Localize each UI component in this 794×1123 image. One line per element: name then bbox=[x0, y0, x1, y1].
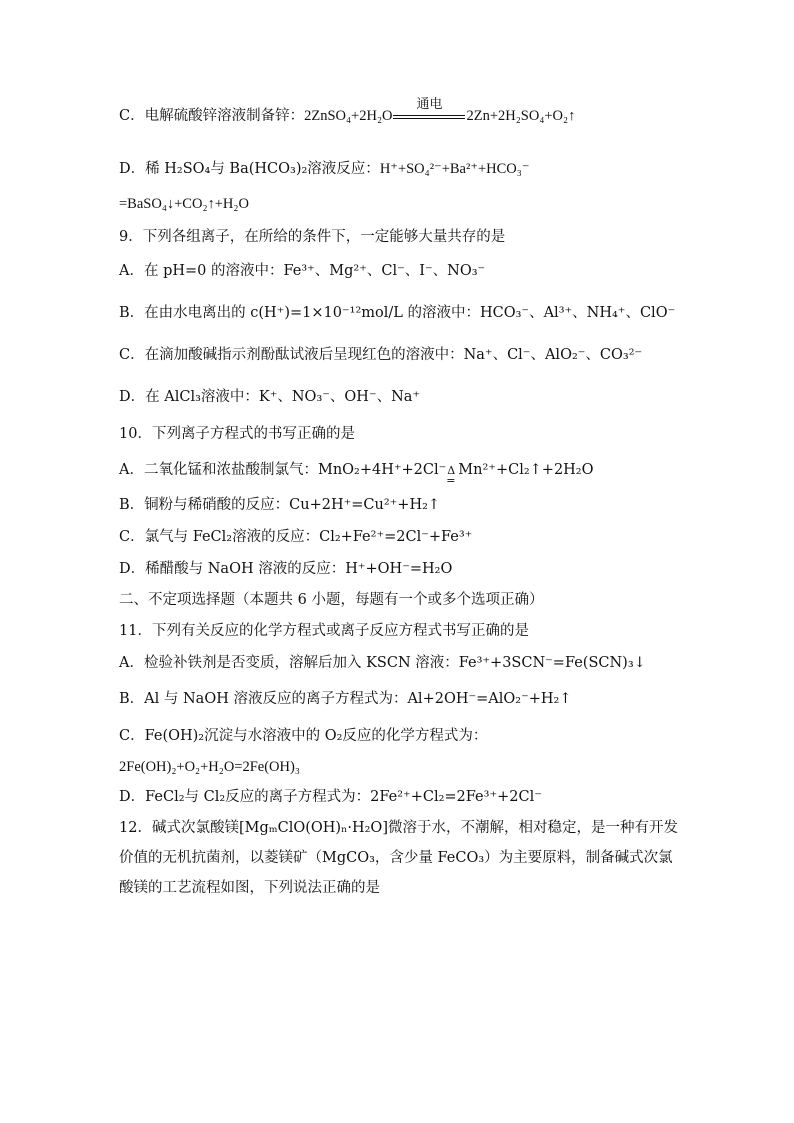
q10-option-b: B．铜粉与稀硝酸的反应：Cu+2H⁺=Cu²⁺+H₂↑ bbox=[119, 497, 441, 513]
q10a-post: Mn²⁺+Cl₂↑+2H₂O bbox=[458, 462, 594, 478]
q10a-condition: Δ bbox=[447, 464, 456, 477]
q11-option-d: D．FeCl₂与 Cl₂反应的离子方程式为：2Fe²⁺+Cl₂=2Fe³⁺+2Cl⁻ bbox=[119, 789, 542, 805]
q8d-equation-1: H⁺+SO₄²⁻+Ba²⁺+HCO₃⁻ bbox=[379, 161, 530, 177]
q10-option-a: A．二氧化锰和浓盐酸制氯气：MnO₂+4H⁺+2Cl⁻ Δ = Mn²⁺+Cl₂↑+2H₂O bbox=[119, 462, 594, 487]
q11-option-c-line-1: C．Fe(OH)₂沉淀与水溶液中的 O₂反应的化学方程式为： bbox=[119, 728, 488, 744]
q9-option-d: D．在 AlCl₃溶液中：K⁺、NO₃⁻、OH⁻、Na⁺ bbox=[119, 389, 421, 405]
q9-stem: 9．下列各组离子，在所给的条件下，一定能够大量共存的是 bbox=[119, 229, 506, 245]
q11-stem: 11．下列有关反应的化学方程式或离子反应方程式书写正确的是 bbox=[119, 623, 529, 639]
q8d-equation-2: =BaSO₄↓+CO₂↑+H₂O bbox=[119, 196, 249, 212]
q10-option-c: C．氯气与 FeCl₂溶液的反应：Cl₂+Fe²⁺=2Cl⁻+Fe³⁺ bbox=[119, 529, 473, 545]
electrolysis-arrow bbox=[393, 97, 465, 123]
section-2-heading: 二、不定项选择题（本题共 6 小题，每题有一个或多个选项正确） bbox=[119, 592, 544, 608]
q11-option-a: A．检验补铁剂是否变质，溶解后加入 KSCN 溶液：Fe³⁺+3SCN⁻=Fe(SCN)₃↓ bbox=[119, 655, 646, 671]
q8c-label: C．电解硫酸锌溶液制备锌： bbox=[119, 108, 305, 124]
q10-stem: 10．下列离子方程式的书写正确的是 bbox=[119, 426, 355, 442]
q8c-lhs: 2ZnSO₄+2H₂O bbox=[304, 108, 393, 124]
q8-option-d bbox=[119, 160, 530, 178]
q9-option-b: B．在由水电离出的 c(H⁺)=1×10⁻¹²mol/L 的溶液中：HCO₃⁻、Al³⁺、NH₄⁺、ClO⁻ bbox=[119, 305, 676, 321]
q9-option-c: C．在滴加酸碱指示剂酚酞试液后呈现红色的溶液中：Na⁺、Cl⁻、AlO₂⁻、CO₃²⁻ bbox=[119, 347, 643, 363]
q8c-rhs: 2Zn+2H₂SO₄+O₂↑ bbox=[466, 108, 576, 124]
q9-option-a: A．在 pH=0 的溶液中：Fe³⁺、Mg²⁺、Cl⁻、I⁻、NO₃⁻ bbox=[119, 263, 486, 279]
q11-option-c-line-2: 2Fe(OH)₂+O₂+H₂O=2Fe(OH)₃ bbox=[119, 759, 300, 775]
q11-option-b: B．Al 与 NaOH 溶液反应的离子方程式为：Al+2OH⁻=AlO₂⁻+H₂↑ bbox=[119, 691, 572, 707]
q8c-condition: 通电 bbox=[416, 97, 443, 112]
q8d-label: D．稀 H₂SO₄与 Ba(HCO₃)₂溶液反应： bbox=[119, 161, 380, 177]
q12-stem: 12．碱式次氯酸镁[MgₘClO(OH)ₙ·H₂O]微溶于水，不潮解，相对稳定，是一种有开发价值的无机抗菌剂，以菱镁矿（MgCO₃，含少量 FeCO₃）为主要原料，制备碱式次氯酸镁的工艺流程如图，下列说法正确的是 bbox=[119, 820, 678, 896]
q8-option-c bbox=[119, 97, 576, 125]
q10-option-d: D．稀醋酸与 NaOH 溶液的反应：H⁺+OH⁻=H₂O bbox=[119, 561, 453, 577]
q10a-pre: A．二氧化锰和浓盐酸制氯气：MnO₂+4H⁺+2Cl⁻ bbox=[119, 462, 447, 478]
